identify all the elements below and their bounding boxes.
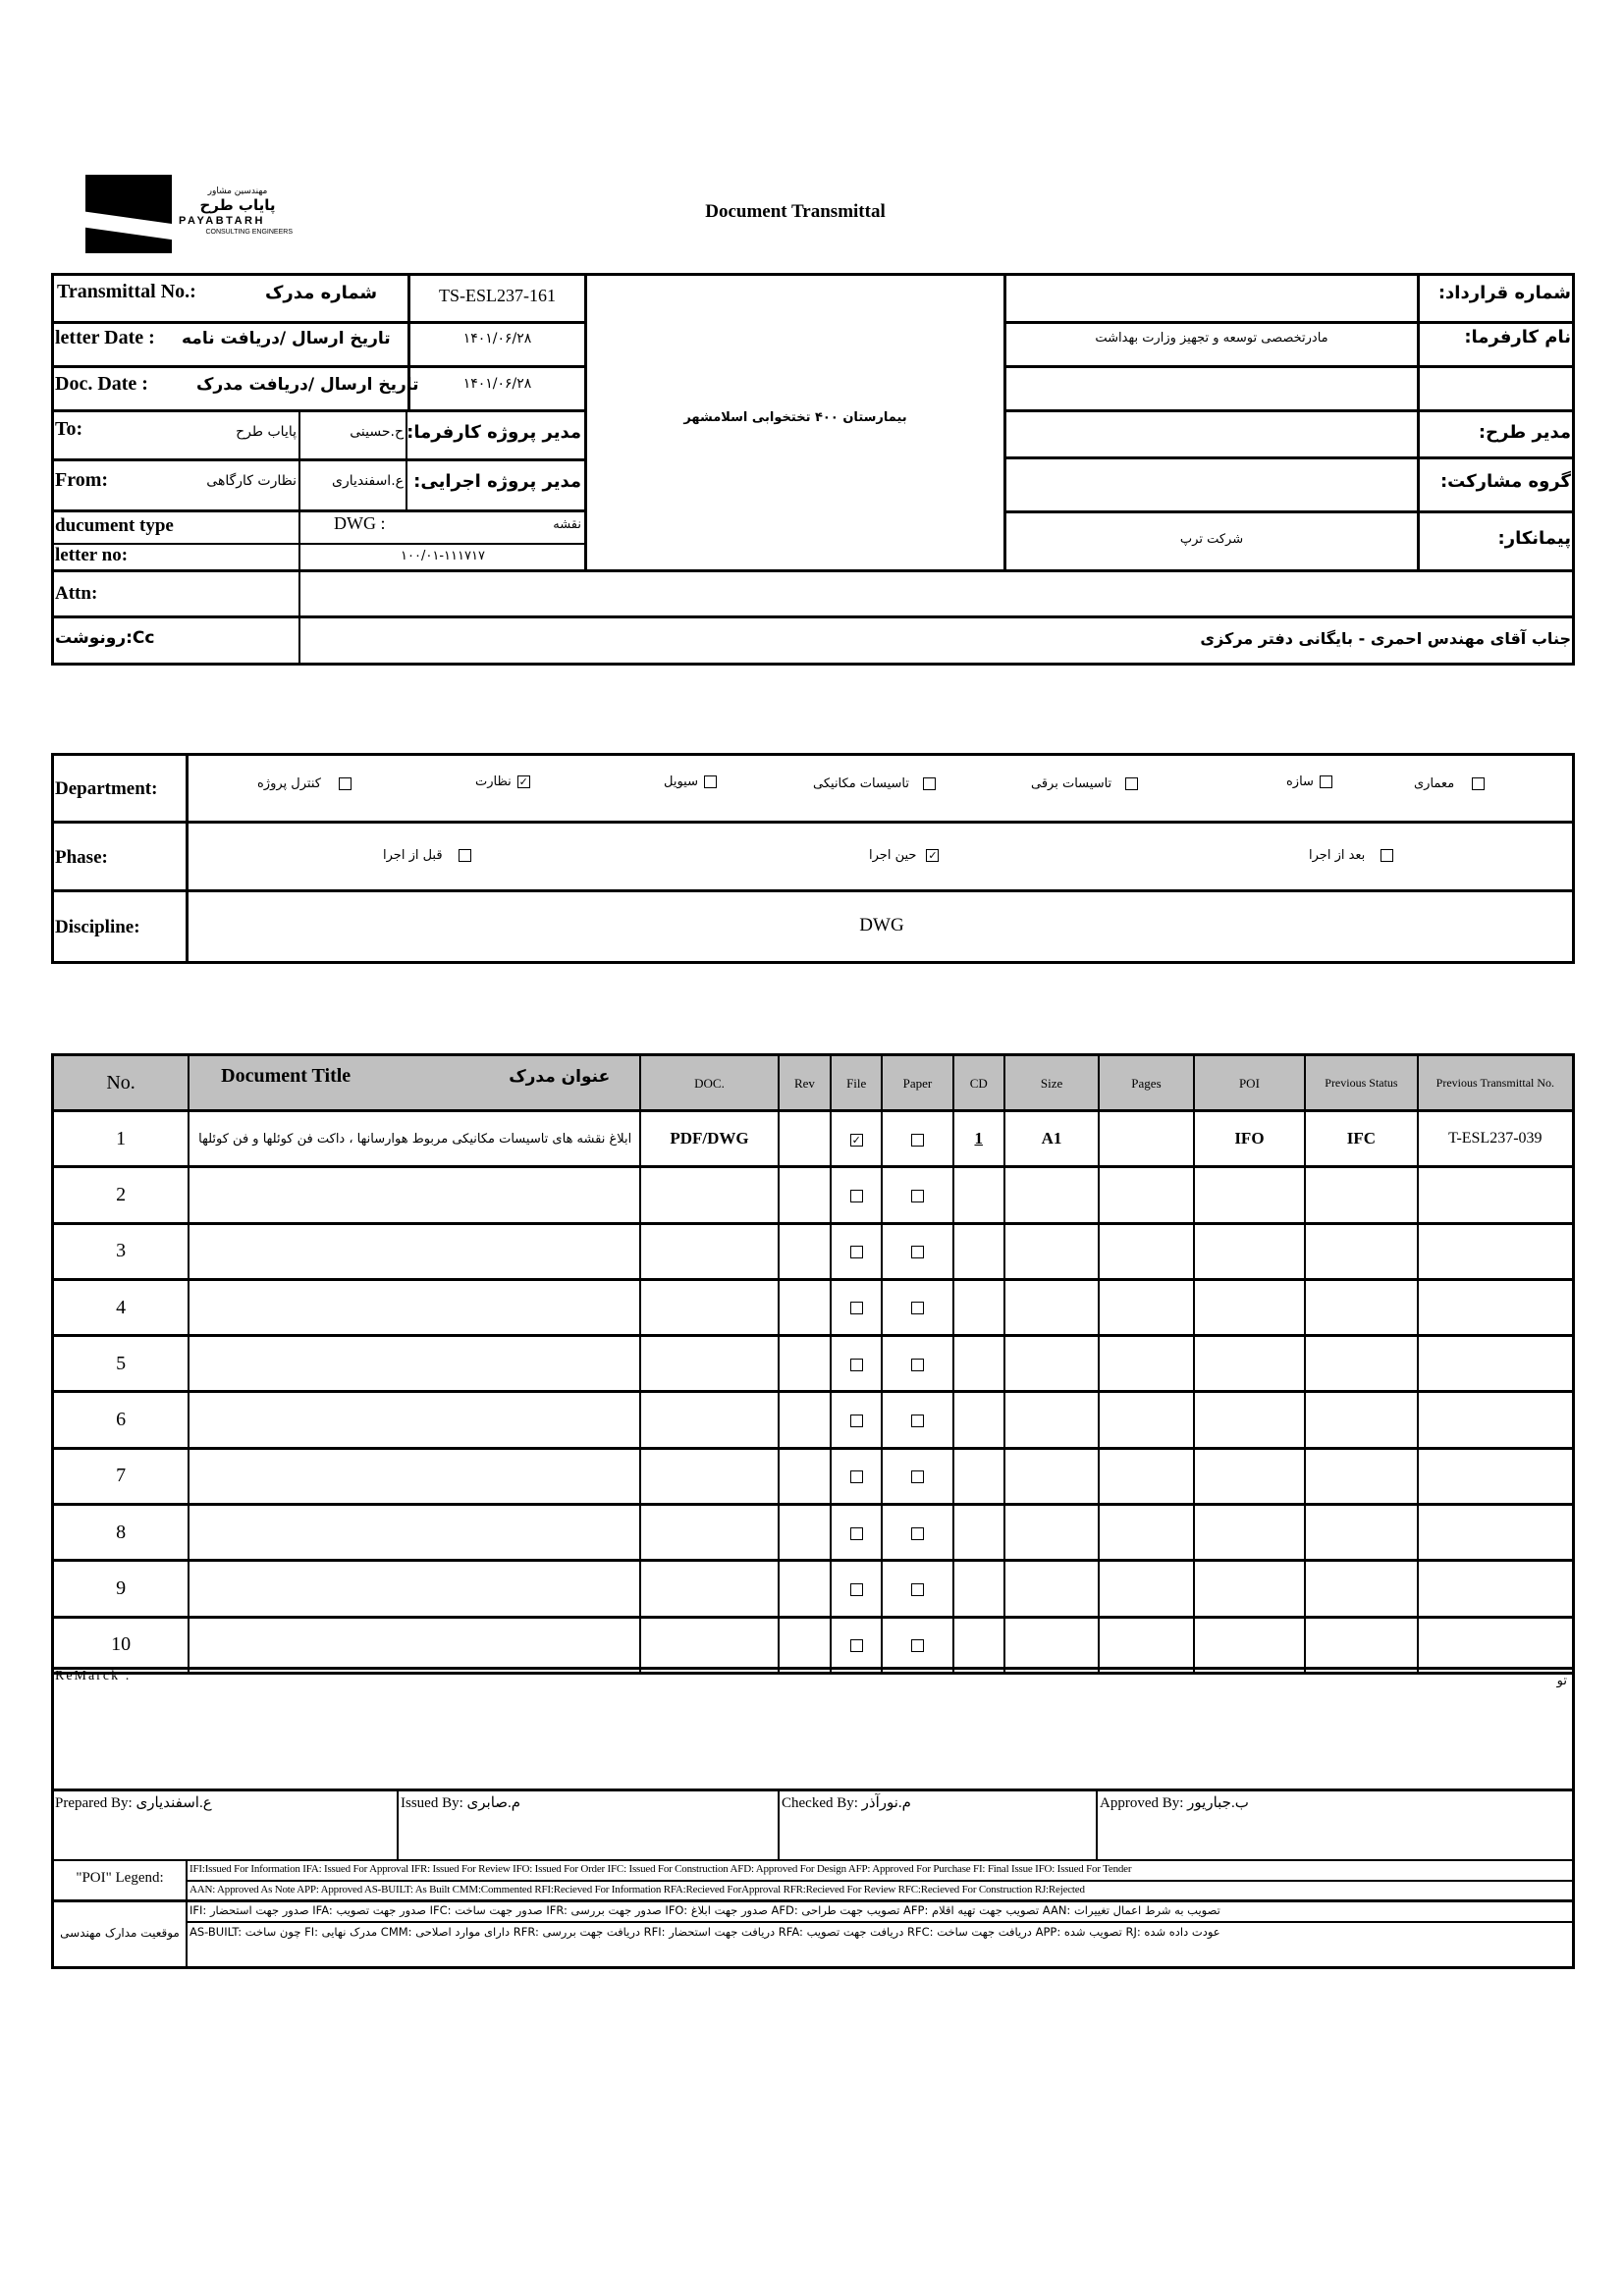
- col-header-pages: Pages: [1099, 1055, 1193, 1111]
- col-header-prev-status: Previous Status: [1305, 1055, 1418, 1111]
- row-no: 5: [53, 1336, 189, 1392]
- department-option-structure[interactable]: سازه: [1286, 773, 1332, 790]
- row-poi[interactable]: [1194, 1448, 1306, 1504]
- logo-name-fa: پایاب طرح: [199, 196, 276, 214]
- row-no: 6: [53, 1392, 189, 1448]
- row-size[interactable]: [1004, 1448, 1099, 1504]
- row-pages[interactable]: [1099, 1448, 1193, 1504]
- row-pages[interactable]: [1099, 1561, 1193, 1617]
- row-paper[interactable]: [882, 1167, 952, 1223]
- row-rev[interactable]: [779, 1279, 831, 1335]
- row-title[interactable]: [189, 1223, 640, 1279]
- row-paper[interactable]: [882, 1448, 952, 1504]
- table-row: [53, 1392, 1574, 1448]
- row-cd[interactable]: [953, 1392, 1004, 1448]
- letter-date-label-fa: تاریخ ارسال /دریافت نامه: [182, 329, 391, 348]
- row-prev-status[interactable]: [1305, 1392, 1418, 1448]
- row-cd[interactable]: [953, 1279, 1004, 1335]
- row-file[interactable]: [831, 1223, 882, 1279]
- discipline-label: Discipline:: [55, 917, 140, 937]
- checkbox-unchecked-icon[interactable]: [339, 777, 352, 790]
- row-title[interactable]: [189, 1561, 640, 1617]
- exec-pm-label: مدیر پروژه اجرایی:: [413, 471, 581, 492]
- checked-by: Checked By: م.نورآذر: [782, 1795, 911, 1811]
- row-prev-transmittal[interactable]: [1418, 1505, 1574, 1561]
- file-checkbox-icon[interactable]: [850, 1302, 863, 1314]
- table-row: [53, 1111, 1574, 1167]
- col-header-poi: POI: [1194, 1055, 1306, 1111]
- row-cd[interactable]: [953, 1561, 1004, 1617]
- row-doc[interactable]: PDF/DWG: [640, 1111, 779, 1167]
- logo-subtitle-fa: مهندسین مشاور: [207, 187, 268, 196]
- row-poi[interactable]: [1194, 1336, 1306, 1392]
- row-prev-transmittal[interactable]: [1418, 1561, 1574, 1617]
- paper-checkbox-icon[interactable]: [911, 1359, 924, 1371]
- phase-label: Phase:: [55, 847, 108, 868]
- row-prev-transmittal[interactable]: [1418, 1223, 1574, 1279]
- col-header-cd: CD: [953, 1055, 1004, 1111]
- phase-option-before[interactable]: قبل از اجرا: [383, 846, 471, 864]
- row-prev-transmittal[interactable]: [1418, 1167, 1574, 1223]
- legend-line-4: AS-BUILT: چون ساخت FI: مدرک نهایی CMM: دارای موارد اصلاحی RFR: دریافت جهت بررسی RFI: دریافت جهت استحضار RFA: دریافت جهت تصویب RFC: دریافت جهت ساخت APP: تصویب شده RJ: عودت داده شده: [189, 1925, 1220, 1939]
- letter-date-value: ۱۴۰۱/۰۶/۲۸: [462, 331, 532, 347]
- row-doc[interactable]: [640, 1617, 779, 1673]
- row-prev-status[interactable]: [1305, 1279, 1418, 1335]
- table-row: [53, 1223, 1574, 1279]
- row-cd[interactable]: [953, 1167, 1004, 1223]
- row-doc[interactable]: [640, 1505, 779, 1561]
- row-prev-status[interactable]: [1305, 1505, 1418, 1561]
- row-no: 3: [53, 1223, 189, 1279]
- row-doc[interactable]: [640, 1448, 779, 1504]
- transmittal-no-value: TS-ESL237-161: [439, 286, 556, 305]
- company-logo-mark: [85, 175, 172, 253]
- paper-checkbox-icon[interactable]: [911, 1134, 924, 1147]
- row-poi[interactable]: [1194, 1617, 1306, 1673]
- page-title: Document Transmittal: [705, 201, 886, 222]
- col-header-prev-transmittal: Previous Transmittal No.: [1418, 1055, 1574, 1111]
- row-no: 7: [53, 1448, 189, 1504]
- row-paper[interactable]: [882, 1561, 952, 1617]
- paper-checkbox-icon[interactable]: [911, 1639, 924, 1652]
- row-pages[interactable]: [1099, 1111, 1193, 1167]
- row-title[interactable]: [189, 1617, 640, 1673]
- row-title[interactable]: [189, 1167, 640, 1223]
- contractor-value: شرکت ترپ: [1179, 532, 1244, 547]
- table-row: [53, 1336, 1574, 1392]
- row-paper[interactable]: [882, 1223, 952, 1279]
- row-title[interactable]: ابلاغ نقشه های تاسیسات مکانیکی مربوط هوارسانها ، داکت فن کوئلها و فن کوئلها: [189, 1111, 640, 1167]
- document-type-label: ducument type: [55, 515, 174, 536]
- documents-table: [51, 1053, 1575, 1675]
- file-checkbox-icon[interactable]: [850, 1639, 863, 1652]
- row-paper[interactable]: [882, 1336, 952, 1392]
- col-header-doc: DOC.: [640, 1055, 779, 1111]
- logo-name-en: PAYABTARH: [179, 215, 265, 227]
- row-size[interactable]: A1: [1004, 1111, 1099, 1167]
- row-prev-transmittal[interactable]: [1418, 1392, 1574, 1448]
- row-rev[interactable]: [779, 1392, 831, 1448]
- row-cd[interactable]: [953, 1448, 1004, 1504]
- row-doc[interactable]: [640, 1223, 779, 1279]
- phase-option-after[interactable]: بعد از اجرا: [1309, 846, 1393, 864]
- doc-date-value: ۱۴۰۱/۰۶/۲۸: [462, 376, 532, 392]
- table-header-row: [53, 1055, 1574, 1111]
- document-type-value-fa: نقشه: [553, 517, 581, 532]
- paper-checkbox-icon[interactable]: [911, 1583, 924, 1596]
- approved-by: Approved By: ب.جباریور: [1100, 1795, 1249, 1811]
- client-pm-name: ح.حسینی: [350, 424, 404, 440]
- row-file[interactable]: [831, 1505, 882, 1561]
- row-no: 8: [53, 1505, 189, 1561]
- row-size[interactable]: [1004, 1223, 1099, 1279]
- row-pages[interactable]: [1099, 1392, 1193, 1448]
- checkbox-checked-icon[interactable]: ✓: [518, 774, 528, 788]
- row-rev[interactable]: [779, 1617, 831, 1673]
- row-pages[interactable]: [1099, 1336, 1193, 1392]
- row-cd[interactable]: 1: [953, 1111, 1004, 1167]
- row-doc[interactable]: [640, 1561, 779, 1617]
- row-prev-transmittal[interactable]: [1418, 1336, 1574, 1392]
- row-file[interactable]: [831, 1561, 882, 1617]
- col-header-size: Size: [1004, 1055, 1099, 1111]
- contractor-label: پیمانکار:: [1497, 528, 1571, 549]
- client-name-label: نام کارفرما:: [1464, 327, 1571, 347]
- row-prev-status[interactable]: [1305, 1448, 1418, 1504]
- row-pages[interactable]: [1099, 1505, 1193, 1561]
- attn-label: Attn:: [55, 583, 98, 604]
- checkbox-unchecked-icon[interactable]: [923, 777, 936, 790]
- department-option-mechanical[interactable]: تاسیسات مکانیکی: [813, 774, 936, 792]
- transmittal-no-label: Transmittal No.:: [57, 281, 196, 302]
- file-checkbox-icon[interactable]: [850, 1246, 863, 1258]
- checkbox-unchecked-icon[interactable]: [1125, 777, 1138, 790]
- row-title[interactable]: [189, 1505, 640, 1561]
- checkbox-unchecked-icon[interactable]: [1320, 775, 1332, 788]
- row-prev-status[interactable]: [1305, 1617, 1418, 1673]
- row-file[interactable]: [831, 1111, 882, 1167]
- col-header-no: No.: [53, 1055, 189, 1111]
- row-poi[interactable]: [1194, 1167, 1306, 1223]
- document-type-value: DWG :: [334, 513, 386, 533]
- from-label: From:: [55, 469, 109, 491]
- paper-checkbox-icon[interactable]: [911, 1190, 924, 1202]
- department-option-electrical[interactable]: تاسیسات برقی: [1031, 774, 1138, 792]
- project-name: بیمارستان ۴۰۰ تختخوابی اسلامشهر: [683, 410, 907, 425]
- row-poi[interactable]: IFO: [1194, 1111, 1306, 1167]
- poi-legend-label: "POI" Legend:: [76, 1870, 164, 1886]
- row-prev-transmittal[interactable]: [1418, 1448, 1574, 1504]
- row-rev[interactable]: [779, 1167, 831, 1223]
- project-manager-label: مدیر طرح:: [1478, 422, 1571, 443]
- row-file[interactable]: [831, 1392, 882, 1448]
- row-poi[interactable]: [1194, 1392, 1306, 1448]
- row-title[interactable]: [189, 1279, 640, 1335]
- row-paper[interactable]: [882, 1392, 952, 1448]
- row-rev[interactable]: [779, 1111, 831, 1167]
- row-doc[interactable]: [640, 1336, 779, 1392]
- row-pages[interactable]: [1099, 1617, 1193, 1673]
- table-row: [53, 1448, 1574, 1504]
- row-title[interactable]: [189, 1448, 640, 1504]
- table-row: [53, 1279, 1574, 1335]
- row-size[interactable]: [1004, 1279, 1099, 1335]
- paper-checkbox-icon[interactable]: [911, 1527, 924, 1540]
- row-doc[interactable]: [640, 1392, 779, 1448]
- row-size[interactable]: [1004, 1617, 1099, 1673]
- col-header-paper: Paper: [882, 1055, 952, 1111]
- col-header-title: [189, 1055, 640, 1111]
- row-poi[interactable]: [1194, 1279, 1306, 1335]
- cc-label: Cc:رونوشت: [55, 628, 155, 648]
- remark-label: ReMarck :: [55, 1669, 132, 1683]
- row-rev[interactable]: [779, 1505, 831, 1561]
- file-checkbox-checked-icon[interactable]: ✓: [851, 1133, 861, 1147]
- row-rev[interactable]: [779, 1336, 831, 1392]
- row-no: 9: [53, 1561, 189, 1617]
- col-header-rev: Rev: [779, 1055, 831, 1111]
- contract-no-label: شماره قرارداد:: [1437, 283, 1571, 303]
- row-prev-status[interactable]: [1305, 1561, 1418, 1617]
- row-cd[interactable]: [953, 1336, 1004, 1392]
- row-file[interactable]: [831, 1336, 882, 1392]
- row-pages[interactable]: [1099, 1279, 1193, 1335]
- row-rev[interactable]: [779, 1561, 831, 1617]
- checkbox-unchecked-icon[interactable]: [1472, 777, 1485, 790]
- transmittal-no-label-fa: شماره مدرک: [265, 283, 378, 303]
- row-size[interactable]: [1004, 1561, 1099, 1617]
- row-prev-status[interactable]: [1305, 1223, 1418, 1279]
- row-size[interactable]: [1004, 1505, 1099, 1561]
- col-header-title-fa: عنوان مدرک: [509, 1067, 611, 1087]
- row-poi[interactable]: [1194, 1505, 1306, 1561]
- paper-checkbox-icon[interactable]: [911, 1470, 924, 1483]
- row-prev-status[interactable]: IFC: [1305, 1111, 1418, 1167]
- from-value: نظارت کارگاهی: [206, 473, 297, 489]
- table-row: [53, 1617, 1574, 1673]
- legend-line-3: IFI: صدور جهت استحضار IFA: صدور جهت تصویب IFC: صدور جهت ساخت IFR: صدور جهت بررسی IFO: صدور جهت ابلاغ AFD: تصویب جهت طراحی AFP: تصویب جهت تهیه اقلام AAN: تصویب به شرط اعمال تغییرات: [189, 1903, 1220, 1917]
- exec-pm-name: ع.اسفندیاری: [332, 473, 404, 489]
- table-row: [53, 1167, 1574, 1223]
- file-checkbox-icon[interactable]: [850, 1527, 863, 1540]
- legend-line-2: AAN: Approved As Note APP: Approved AS-BUILT: As Built CMM:Commented RFI:Recieved For Information RFA:Recieved ForApproval RFR:Recieved For Review RFC:Recieved For Construction RJ:Rejected: [189, 1884, 1085, 1896]
- col-header-file: File: [831, 1055, 882, 1111]
- cc-value: جناب آقای مهندس احمری - بایگانی دفتر مرکزی: [1200, 629, 1571, 648]
- logo-swoosh-shape: [85, 210, 172, 240]
- row-prev-transmittal[interactable]: T-ESL237-039: [1418, 1111, 1574, 1167]
- row-size[interactable]: [1004, 1167, 1099, 1223]
- row-no: 10: [53, 1617, 189, 1673]
- discipline-value: DWG: [859, 915, 904, 935]
- file-checkbox-icon[interactable]: [850, 1470, 863, 1483]
- letter-no-value: ۱۰۰/۰۱-۱۱۱۷۱۷: [401, 549, 485, 563]
- row-pages[interactable]: [1099, 1223, 1193, 1279]
- row-rev[interactable]: [779, 1223, 831, 1279]
- row-title[interactable]: [189, 1392, 640, 1448]
- company-logo-text: [179, 187, 297, 238]
- to-value: پایاب طرح: [236, 424, 297, 440]
- letter-date-label: letter Date :: [55, 327, 155, 348]
- phase-option-during[interactable]: حین اجرا ✓: [869, 848, 938, 863]
- department-option-civil[interactable]: سیویل: [664, 773, 717, 790]
- remark-input[interactable]: [56, 1682, 1568, 1785]
- department-label: Department:: [55, 778, 158, 799]
- letter-no-label: letter no:: [55, 545, 129, 565]
- row-no: 1: [53, 1111, 189, 1167]
- row-prev-transmittal[interactable]: [1418, 1279, 1574, 1335]
- table-row: [53, 1561, 1574, 1617]
- row-file[interactable]: [831, 1279, 882, 1335]
- prepared-by: Prepared By: ع.اسفندیاری: [55, 1795, 212, 1811]
- row-file[interactable]: [831, 1448, 882, 1504]
- checkbox-unchecked-icon[interactable]: [704, 775, 717, 788]
- row-cd[interactable]: [953, 1617, 1004, 1673]
- doc-date-label: Doc. Date :: [55, 373, 148, 395]
- partnership-group-label: گروه مشارکت:: [1439, 471, 1571, 492]
- checkbox-unchecked-icon[interactable]: [1380, 849, 1393, 862]
- row-paper[interactable]: [882, 1617, 952, 1673]
- row-file[interactable]: [831, 1167, 882, 1223]
- file-checkbox-icon[interactable]: [850, 1415, 863, 1427]
- row-paper[interactable]: [882, 1505, 952, 1561]
- row-cd[interactable]: [953, 1505, 1004, 1561]
- row-no: 4: [53, 1279, 189, 1335]
- row-paper[interactable]: [882, 1111, 952, 1167]
- checkbox-unchecked-icon[interactable]: [459, 849, 471, 862]
- checkbox-checked-icon[interactable]: ✓: [928, 848, 938, 862]
- department-option-supervision[interactable]: نظارت ✓: [475, 774, 528, 789]
- row-title[interactable]: [189, 1336, 640, 1392]
- row-pages[interactable]: [1099, 1167, 1193, 1223]
- department-option-architecture[interactable]: معماری: [1414, 774, 1485, 792]
- col-header-title-en: Document Title: [221, 1065, 352, 1087]
- row-file[interactable]: [831, 1617, 882, 1673]
- paper-checkbox-icon[interactable]: [911, 1246, 924, 1258]
- row-size[interactable]: [1004, 1336, 1099, 1392]
- file-checkbox-icon[interactable]: [850, 1359, 863, 1371]
- row-prev-transmittal[interactable]: [1418, 1617, 1574, 1673]
- client-name-value: مادرتخصصی توسعه و تجهیز وزارت بهداشت: [1095, 331, 1328, 346]
- table-row: [53, 1505, 1574, 1561]
- row-size[interactable]: [1004, 1392, 1099, 1448]
- row-prev-status[interactable]: [1305, 1336, 1418, 1392]
- legend-line-1: IFI:Issued For Information IFA: Issued For Approval IFR: Issued For Review IFO: Issued For Order IFC: Issued For Construction AFD: Approved For Design AFP: Approved For Purchase FI: Final Issue IFO: Issued For Tender: [189, 1863, 1132, 1875]
- row-no: 2: [53, 1167, 189, 1223]
- row-prev-status[interactable]: [1305, 1167, 1418, 1223]
- paper-checkbox-icon[interactable]: [911, 1302, 924, 1314]
- remark-label-fa: تو: [1556, 1674, 1567, 1688]
- row-doc[interactable]: [640, 1279, 779, 1335]
- doc-date-label-fa: تاریخ ارسال /دریافت مدرک: [196, 375, 419, 395]
- engineering-status-label: موقعیت مدارک مهندسی: [60, 1926, 180, 1940]
- row-poi[interactable]: [1194, 1561, 1306, 1617]
- file-checkbox-icon[interactable]: [850, 1583, 863, 1596]
- row-poi[interactable]: [1194, 1223, 1306, 1279]
- issued-by: Issued By: م.صابری: [401, 1795, 521, 1811]
- to-label: To:: [55, 418, 83, 440]
- logo-tagline: CONSULTING ENGINEERS: [205, 229, 293, 236]
- department-option-project-control[interactable]: کنترل پروژه: [257, 774, 352, 792]
- row-paper[interactable]: [882, 1279, 952, 1335]
- file-checkbox-icon[interactable]: [850, 1190, 863, 1202]
- row-cd[interactable]: [953, 1223, 1004, 1279]
- row-rev[interactable]: [779, 1448, 831, 1504]
- paper-checkbox-icon[interactable]: [911, 1415, 924, 1427]
- client-pm-label: مدیر پروژه کارفرما:: [406, 422, 581, 443]
- row-doc[interactable]: [640, 1167, 779, 1223]
